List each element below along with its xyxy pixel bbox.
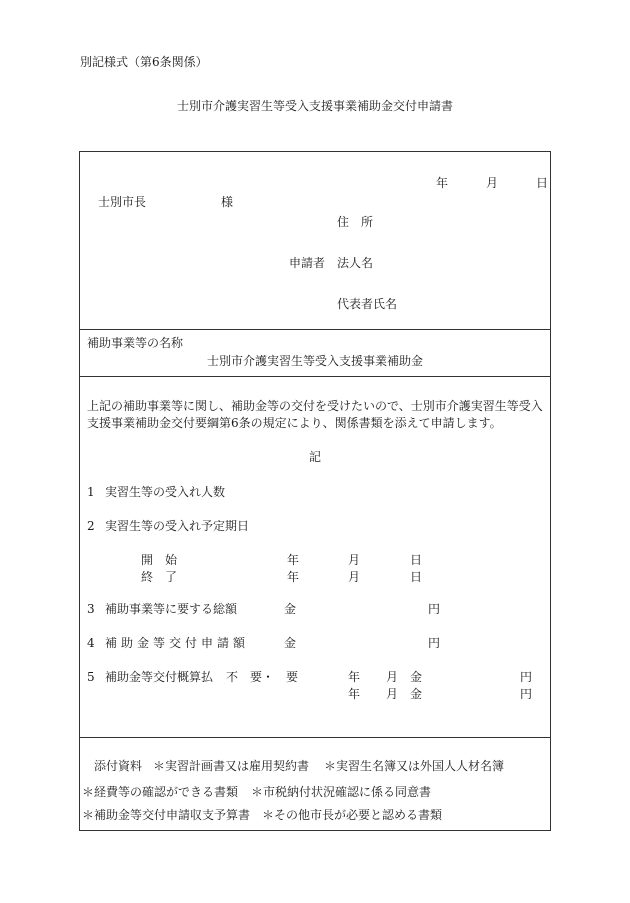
item1-label: 実習生等の受入れ人数 — [105, 485, 226, 499]
attachment-roster: ＊実習生名簿又は外国人人材名簿 — [324, 759, 505, 773]
applicant-label: 申請者 — [289, 256, 326, 270]
address-label: 住 所 — [337, 215, 374, 229]
item3-yen[interactable]: 円 — [428, 602, 441, 616]
form-number: 別記様式（第6条関係） — [80, 55, 208, 69]
item4-yen[interactable]: 円 — [428, 636, 441, 650]
prepay1-yen[interactable]: 円 — [520, 670, 533, 684]
item5-label: 補助金等交付概算払 — [105, 670, 214, 684]
item4-number: 4 — [87, 636, 95, 650]
prepay2-kin: 金 — [410, 687, 423, 701]
attachment-plan: ＊実習計画書又は雇用契約書 — [153, 759, 310, 773]
prepay2-yen[interactable]: 円 — [520, 687, 533, 701]
end-day[interactable]: 日 — [410, 570, 423, 584]
prepayment-options[interactable]: 不 要・ 要 — [226, 670, 299, 684]
page-title: 士別市介護実習生等受入支援事業補助金交付申請書 — [176, 99, 453, 113]
addressee: 士別市長 — [98, 195, 147, 209]
end-month[interactable]: 月 — [348, 570, 361, 584]
item4-label: 補助金等交付申請額 — [105, 636, 250, 650]
project-name: 士別市介護実習生等受入支援事業補助金 — [207, 354, 424, 368]
application-statement: 上記の補助事業等に関し、補助金等の交付を受けたいので、士別市介護実習生等受入支援事業補助金交付要綱第6条の規定により、関係書類を添えて申請します。 — [87, 399, 543, 430]
item4-kin: 金 — [284, 636, 297, 650]
divider-project — [79, 376, 551, 377]
attachment-other: ＊その他市長が必要と認める書類 — [262, 808, 443, 822]
item5-number: 5 — [87, 670, 95, 684]
divider-header — [79, 329, 551, 330]
end-year[interactable]: 年 — [287, 570, 300, 584]
period-start-label: 開 始 — [141, 553, 178, 567]
start-month[interactable]: 月 — [348, 553, 361, 567]
item3-label: 補助事業等に要する総額 — [105, 602, 238, 616]
attachments-label: 添付資料 — [94, 759, 143, 773]
prepay2-month[interactable]: 月 — [386, 687, 399, 701]
attachment-expenses: ＊経費等の確認ができる書類 — [82, 785, 239, 799]
ki-heading: 記 — [308, 450, 321, 464]
prepay1-kin: 金 — [410, 670, 423, 684]
date-day-field[interactable]: 日 — [536, 176, 549, 190]
attachment-tax-consent: ＊市税納付状況確認に係る同意書 — [251, 785, 432, 799]
item2-label: 実習生等の受入れ予定期日 — [105, 519, 250, 533]
start-year[interactable]: 年 — [287, 553, 300, 567]
start-day[interactable]: 日 — [410, 553, 423, 567]
item3-number: 3 — [87, 602, 95, 616]
project-name-label: 補助事業等の名称 — [87, 336, 184, 350]
period-end-label: 終 了 — [141, 570, 178, 584]
item3-kin: 金 — [284, 602, 297, 616]
divider-attachments — [79, 737, 551, 738]
date-month-field[interactable]: 月 — [486, 176, 499, 190]
prepay1-month[interactable]: 月 — [386, 670, 399, 684]
prepay1-year[interactable]: 年 — [348, 670, 361, 684]
corp-name-label: 法人名 — [337, 256, 374, 270]
rep-name-label: 代表者氏名 — [337, 297, 398, 311]
honorific: 様 — [221, 195, 234, 209]
attachment-budget: ＊補助金等交付申請収支予算書 — [82, 808, 251, 822]
item2-number: 2 — [87, 519, 95, 533]
prepay2-year[interactable]: 年 — [348, 687, 361, 701]
item1-number: 1 — [87, 485, 95, 499]
date-year-field[interactable]: 年 — [436, 176, 449, 190]
